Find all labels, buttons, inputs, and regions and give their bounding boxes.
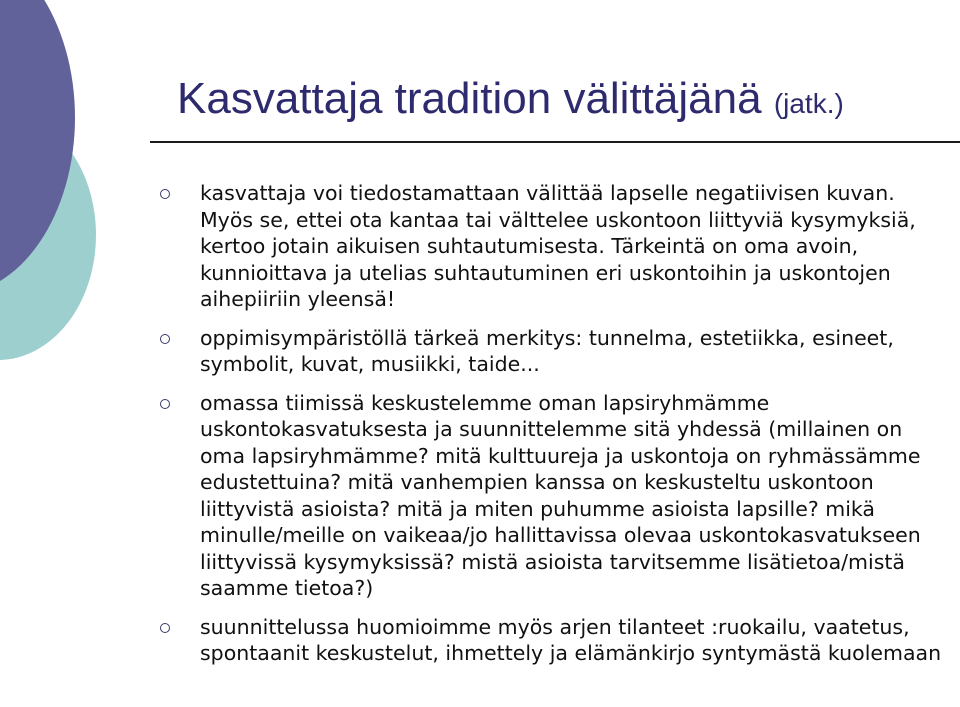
slide-title-suffix: (jatk.) [773, 88, 844, 119]
bullet-list [160, 180, 950, 679]
bullet-item [160, 180, 950, 313]
hollow-circle-bullet-icon [160, 334, 170, 344]
bullet-text: oppimisympäristöllä tärkeä merkitys: tunnelma, estetiikka, esineet, symbolit, kuvat, musiikki, taide... [200, 325, 894, 376]
bullet-text: kasvattaja voi tiedostamattaan välittää lapselle negatiivisen kuvan. Myös se, ettei ota kantaa tai välttelee uskontoon liittyviä kysymyksiä, kertoo jotain aikuisen suhtautumisesta. Tärkeintä on oma avoin, kunnioittava ja utelias suhtautuminen eri uskontoihin ja uskontojen aihepiiriin yleensä! [200, 181, 916, 311]
hollow-circle-bullet-icon [160, 399, 170, 409]
bullet-item [160, 325, 950, 378]
title-divider [150, 141, 960, 143]
hollow-circle-bullet-icon [160, 189, 170, 199]
bullet-item [160, 614, 950, 667]
slide-title [177, 74, 844, 125]
hollow-circle-bullet-icon [160, 623, 170, 633]
slide-title-main: Kasvattaja tradition välittäjänä [177, 74, 762, 123]
bullet-text: omassa tiimissä keskustelemme oman lapsiryhmämme uskontokasvatuksesta ja suunnittelemme sitä yhdessä (millainen on oma lapsiryhmämme? mitä kulttuureja ja uskontoja on ryhmässämme edustettuina? mitä vanhempien kanssa on keskusteltu uskontoon liittyvistä asioista? mitä ja miten puhumme asioista lapsille? mikä minulle/meille on vaikeaa/jo hallittavissa olevaa uskontokasvatukseen liittyvissä kysymyksissä? mistä asioista tarvitsemme lisätietoa/mistä saamme tietoa?) [200, 390, 921, 600]
bullet-text: suunnittelussa huomioimme myös arjen tilanteet :ruokailu, vaatetus, spontaanit keskustelut, ihmettely ja elämänkirjo syntymästä kuolemaan [200, 614, 942, 665]
bullet-item [160, 390, 950, 602]
